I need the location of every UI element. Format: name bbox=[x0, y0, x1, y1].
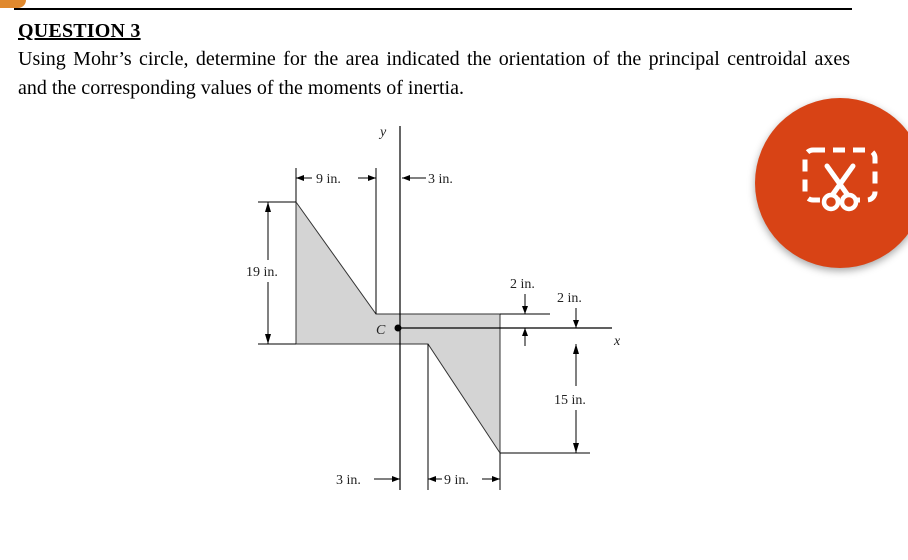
header-rule bbox=[14, 8, 852, 10]
screen-snip-button[interactable] bbox=[755, 98, 908, 268]
cross-section-figure bbox=[240, 118, 620, 494]
dim-top-right: 3 in. bbox=[428, 172, 453, 187]
brand-logo bbox=[0, 0, 26, 8]
dim-height: 19 in. bbox=[246, 265, 278, 280]
dim-gap-left: 2 in. bbox=[510, 277, 535, 292]
dim-gap-right: 2 in. bbox=[557, 291, 582, 306]
dim-lower-height: 15 in. bbox=[554, 393, 586, 408]
question-text: Using Mohr’s circle, determine for the area indicated the orientation of the principal centroidal axes and the corresponding values of the moments of inertia. bbox=[18, 48, 850, 99]
dim-top-left: 9 in. bbox=[316, 172, 341, 187]
x-axis-label: x bbox=[614, 334, 620, 349]
centroid-label: C bbox=[376, 323, 386, 338]
dim-bottom-right: 9 in. bbox=[444, 473, 469, 488]
y-axis-label: y bbox=[380, 125, 387, 140]
question-heading: QUESTION 3 bbox=[18, 20, 141, 42]
screen-snip-icon bbox=[801, 146, 881, 218]
centroid-point bbox=[395, 325, 402, 332]
dim-bottom-left: 3 in. bbox=[336, 473, 361, 488]
